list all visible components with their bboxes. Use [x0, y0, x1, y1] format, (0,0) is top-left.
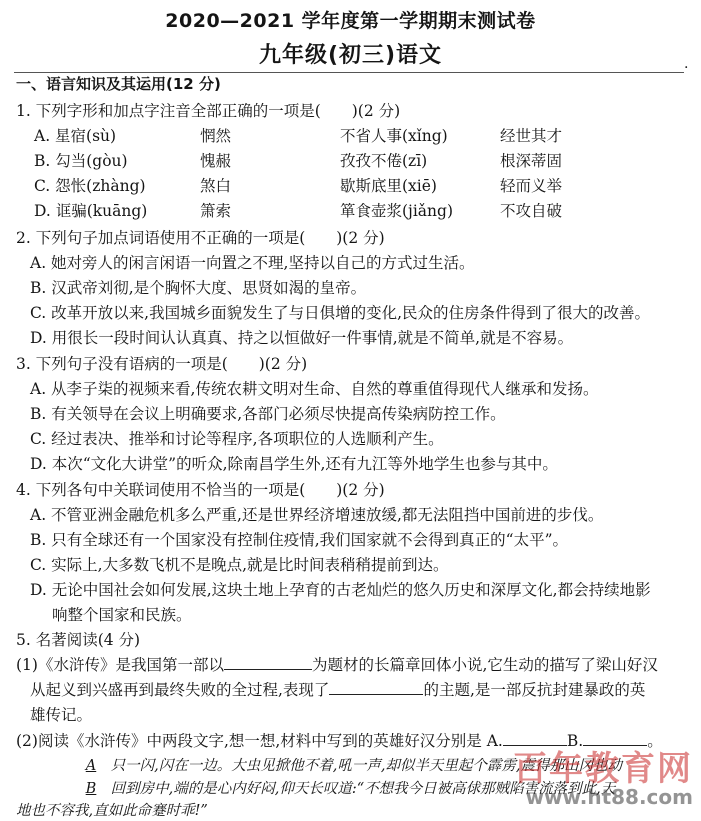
exam-subtitle: 九年级(初三)语文 — [258, 43, 443, 68]
q3-option-c: C. 经过表决、推举和讨论等程序,各项职位的人选顺利产生。 — [30, 430, 444, 448]
q4-option-d-cont: 响整个国家和民族。 — [52, 606, 192, 624]
q1-row-d-col2: 箫索 — [200, 202, 232, 220]
q5-part2-text-a: (2)阅读《水浒传》中两段文字,想一想,材料中写到的英雄好汉分别是 A. — [16, 732, 503, 750]
q5-part1-text-d: 的主题,是一部反抗封建暴政的英 — [423, 681, 646, 699]
stray-mark: . — [684, 56, 689, 72]
q1-row-d-col1: D. 诓骗(kuāng) — [34, 202, 148, 220]
q1-row-a-col1: A. 星宿(sù) — [34, 127, 117, 145]
q2-option-c: C. 改革开放以来,我国城乡面貌发生了与日俱增的变化,民众的住房条件得到了很大的改善。 — [30, 304, 651, 322]
q1-row-c-col3: 歇斯底里(xiē) — [340, 177, 437, 195]
q2-option-b: B. 汉武帝刘彻,是个胸怀大度、思贤如渴的皇帝。 — [30, 279, 367, 297]
q5-extract-a-text: 只一闪,闪在一边。大虫见掀他不着,吼一声,却似半天里起个霹雳,震得那山冈也动 — [110, 758, 623, 774]
q1-stem: 1. 下列字形和加点字注音全部正确的一项是( )(2 分) — [16, 102, 401, 120]
q4-option-d: D. 无论中国社会如何发展,这块土地上孕育的古老灿烂的悠久历史和深厚文化,都会持续地影 — [30, 581, 651, 599]
q5-part1-line1 — [16, 655, 658, 675]
q5-extract-b-text: 回到房中,端的是心内好闷,仰天长叹道:“不想我今日被高俅那贼陷害流落到此,天 — [110, 781, 616, 797]
q3-stem: 3. 下列句子没有语病的一项是( )(2 分) — [16, 355, 308, 373]
q1-row-c-col4: 轻而义举 — [500, 177, 563, 195]
q5-part1-line3: 雄传记。 — [30, 706, 93, 724]
q5-extract-a-label: A — [85, 758, 97, 774]
q1-row-d-col4: 不攻自破 — [500, 202, 563, 220]
q2-option-d: D. 用很长一段时间认认真真、持之以恒做好一件事情,就是不简单,就是不容易。 — [30, 329, 574, 347]
q5-extract-b-label: B — [85, 781, 97, 797]
q5-blank-b[interactable] — [583, 731, 647, 746]
q5-part1-text-c: 从起义到兴盛再到最终失败的全过程,表现了 — [30, 681, 330, 699]
q5-part1-text-b: 为题材的长篇章回体小说,它生动的描写了梁山好汉 — [311, 656, 658, 674]
q4-option-a: A. 不管亚洲金融危机多么严重,还是世界经济增速放缓,都无法阻挡中国前进的步伐。 — [30, 506, 604, 524]
section-divider — [14, 72, 684, 73]
q3-option-d: D. 本次“文化大讲堂”的听众,除南昌学生外,还有九江等外地学生也参与其中。 — [30, 455, 558, 473]
watermark-brand: 百年教育网 — [513, 749, 693, 789]
q5-part1-line2 — [30, 680, 645, 700]
q1-row-b-col4: 根深蒂固 — [500, 152, 563, 170]
q5-part2-line1 — [16, 731, 663, 751]
q5-part2-text-c: 。 — [647, 732, 663, 750]
q4-option-c: C. 实际上,大多数飞机不是晚点,就是比时间表稍稍提前到达。 — [30, 556, 449, 574]
q5-part1-text-a: (1)《水浒传》是我国第一部以 — [16, 656, 224, 674]
q1-row-a-col3: 不省人事(xǐng) — [340, 127, 448, 145]
q2-stem: 2. 下列句子加点词语使用不正确的一项是( )(2 分) — [16, 229, 385, 247]
q2-option-a: A. 她对旁人的闲言闲语一向置之不理,坚持以自己的方式过生活。 — [30, 254, 475, 272]
q5-stem: 5. 名著阅读(4 分) — [16, 631, 141, 649]
q3-option-a: A. 从李子柒的视频来看,传统农耕文明对生命、自然的尊重值得现代人继承和发扬。 — [30, 380, 599, 398]
site-watermark — [513, 749, 693, 809]
q1-row-b-col3: 孜孜不倦(zī) — [340, 152, 428, 170]
q1-row-c-col1: C. 怨怅(zhàng) — [34, 177, 146, 195]
q5-blank-a[interactable] — [503, 731, 567, 746]
q1-row-b-col1: B. 勾当(gòu) — [34, 152, 128, 170]
q5-blank-2[interactable] — [329, 680, 423, 695]
q5-extract-b-cont: 地也不容我,直如此命蹇时乖!” — [16, 803, 208, 819]
exam-title: 2020—2021 学年度第一学期期末测试卷 — [165, 10, 536, 32]
q4-stem: 4. 下列各句中关联词使用不恰当的一项是( )(2 分) — [16, 481, 385, 499]
q3-option-b: B. 有关领导在会议上明确要求,各部门必须尽快提高传染病防控工作。 — [30, 405, 506, 423]
q1-row-b-col2: 愧赧 — [200, 152, 232, 170]
q1-row-a-col2: 惘然 — [200, 127, 232, 145]
watermark-url: www.ht88.com — [525, 785, 693, 809]
q5-part2-text-b: B. — [566, 732, 584, 750]
section-heading: 一、语言知识及其运用(12 分) — [16, 75, 221, 93]
q1-row-a-col4: 经世其才 — [500, 127, 563, 145]
q1-row-d-col3: 箪食壶浆(jiǎng) — [340, 202, 454, 220]
q4-option-b: B. 只有全球还有一个国家没有控制住疫情,我们国家就不会得到真正的“太平”。 — [30, 531, 569, 549]
q1-row-c-col2: 煞白 — [200, 177, 232, 195]
q5-blank-1[interactable] — [224, 655, 312, 670]
